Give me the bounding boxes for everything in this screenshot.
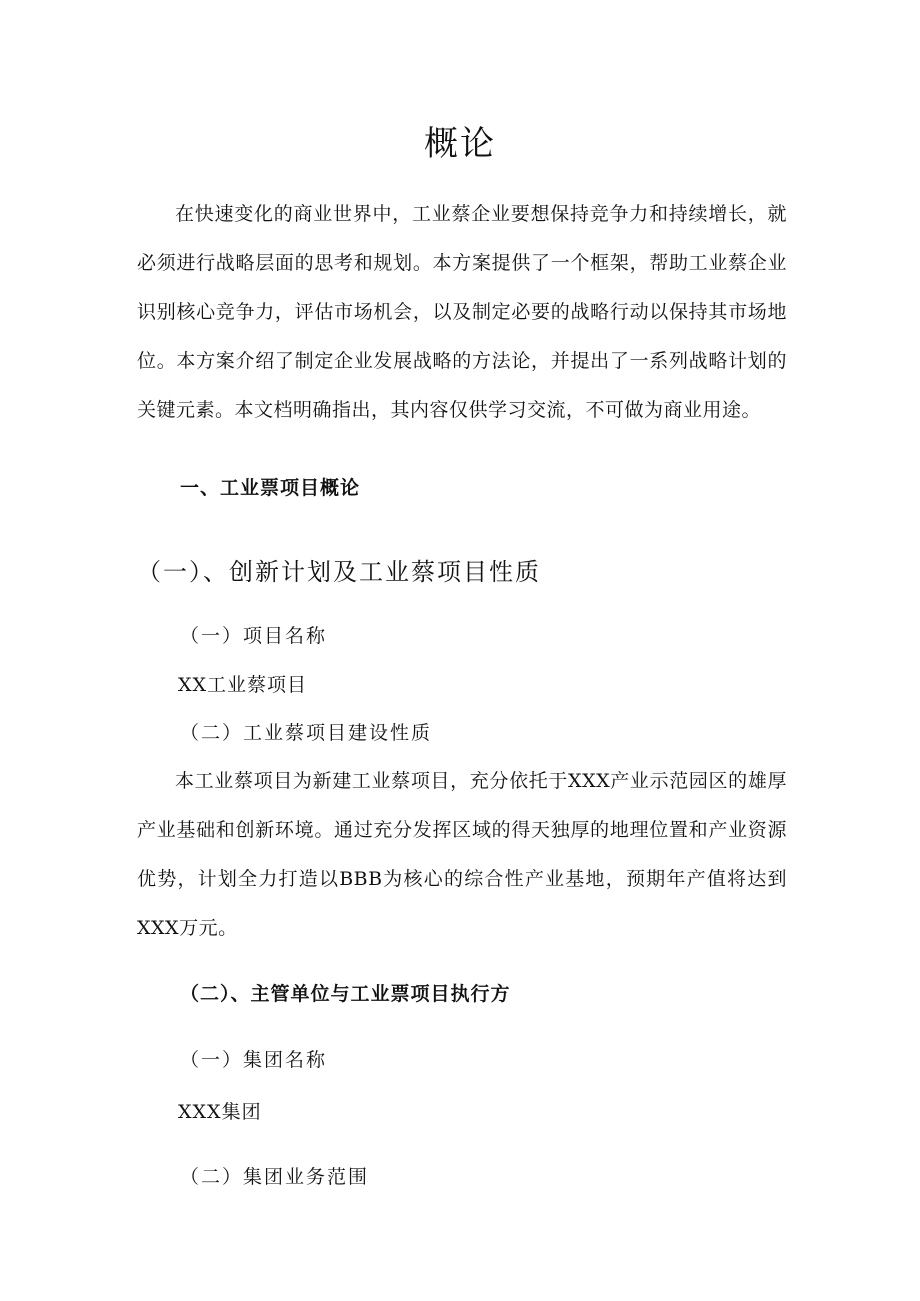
construction-nature-paragraph: 本工业蔡项目为新建工业蔡项目，充分依托于XXX产业示范园区的雄厚产业基础和创新环境。通过充分发挥区域的得天独厚的地理位置和产业资源优势，计划全力打造以BBB为核心的综合性产业基地，预期年产值将达到XXX万元。 xyxy=(137,770,787,939)
subsection-heading-2: （二）、主管单位与工业票项目执行方 xyxy=(180,983,511,1005)
item-value-group-name: XXX集团 xyxy=(178,1101,262,1123)
document-title: 概论 xyxy=(424,124,496,164)
item-label-group-name: （一）集团名称 xyxy=(180,1049,328,1071)
item-label-project-name: （一）项目名称 xyxy=(180,625,328,647)
section-heading-1: 一、工业票项目概论 xyxy=(180,477,361,499)
item-value-project-name: XX工业蔡项目 xyxy=(178,674,308,696)
item-label-construction-nature: （二）工业蔡项目建设性质 xyxy=(180,722,433,744)
intro-paragraph: 在快速变化的商业世界中，工业蔡企业要想保持竞争力和持续增长，就必须进行战略层面的思考和规划。本方案提供了一个框架，帮助工业蔡企业识别核心竞争力，评估市场机会，以及制定必要的战略行动以保持其市场地位。本方案介绍了制定企业发展战略的方法论，并提出了一系列战略计划的关键元素。本文档明确指出，其内容仅供学习交流，不可做为商业用途。 xyxy=(137,203,787,421)
subsection-heading-1: （一）、创新计划及工业蔡项目性质 xyxy=(137,558,541,586)
item-label-business-scope: （二）集团业务范围 xyxy=(180,1166,370,1188)
